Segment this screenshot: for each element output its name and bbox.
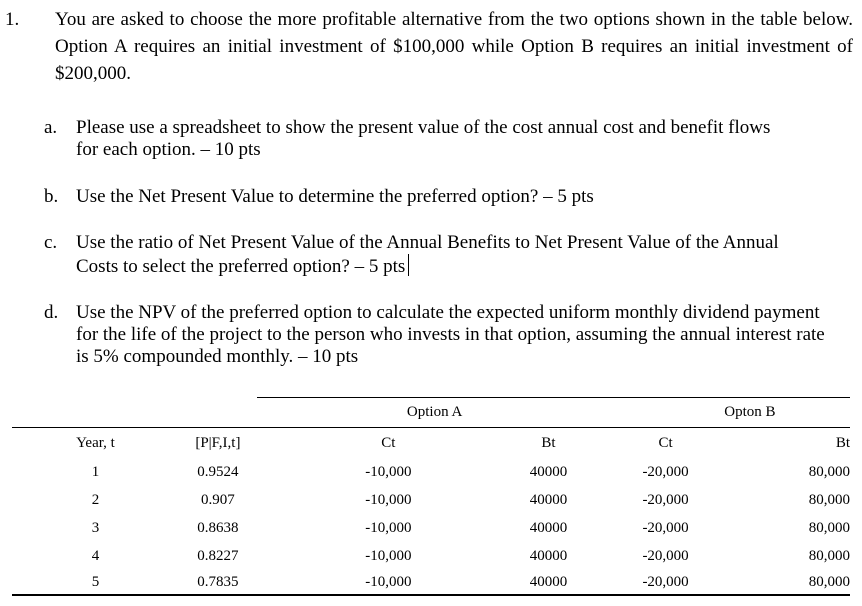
cell-b-ct: -20,000 (642, 491, 689, 508)
cell-a-bt: 40000 (529, 519, 568, 536)
cell-year: 2 (91, 491, 100, 508)
cell-a-ct: -10,000 (365, 547, 412, 564)
sub-question-label: a. (44, 117, 58, 138)
cell-b-bt: 80,000 (808, 547, 850, 564)
cell-year: 1 (91, 463, 100, 480)
cash-flow-table (12, 397, 850, 596)
cell-a-ct: -10,000 (365, 463, 412, 480)
cell-b-bt: 80,000 (808, 463, 850, 480)
cell-b-bt: 80,000 (808, 519, 850, 536)
table-group-header-row (12, 398, 850, 428)
column-header-b-bt: Bt (744, 428, 850, 459)
column-header-a-ct: Ct (257, 428, 430, 459)
cell-b-bt: 80,000 (808, 491, 850, 508)
question-number: 1. (5, 9, 20, 30)
cell-b-ct: -20,000 (567, 570, 744, 595)
cell-a-bt: 40000 (529, 491, 568, 508)
table-row (12, 486, 850, 514)
sub-question-text: Use the Net Present Value to determine the preferred option? – 5 pts (76, 186, 594, 207)
cell-year: 3 (91, 519, 100, 536)
cell-a-ct: -10,000 (257, 570, 430, 595)
sub-question-label: c. (44, 232, 58, 253)
cell-pf-factor: 0.9524 (197, 463, 239, 480)
option-a-group-label: Option A (257, 398, 567, 428)
column-header-year: Year, t (12, 428, 179, 459)
sub-question-text: Use the NPV of the preferred option to calculate the expected uniform monthly dividend payment for the life of the project to the person who invests in that option, assuming the annual interest rate is 5% compounded monthly. – 10 pts (76, 302, 825, 367)
sub-question-text: Please use a spreadsheet to show the present value of the cost annual cost and benefit flows for each option. – 10 pts (76, 117, 771, 160)
sub-question-text-content: Use the ratio of Net Present Value of the Annual Benefits to Net Present Value of the Annual Costs to select the preferred option? – 5 pts (76, 232, 779, 277)
column-header-a-bt: Bt (430, 428, 568, 459)
cell-a-bt: 40000 (529, 547, 568, 564)
cell-a-ct: -10,000 (365, 519, 412, 536)
cell-b-ct: -20,000 (642, 463, 689, 480)
cell-pf-factor: 0.7835 (179, 570, 257, 595)
table-header-row (12, 428, 850, 459)
cell-b-ct: -20,000 (642, 519, 689, 536)
cell-b-ct: -20,000 (642, 547, 689, 564)
table-row (12, 542, 850, 570)
table-row (12, 570, 850, 595)
sub-question-label: d. (44, 302, 59, 323)
sub-question-label: b. (44, 186, 59, 207)
cell-a-ct: -10,000 (365, 491, 412, 508)
table-row (12, 458, 850, 486)
cell-year: 5 (12, 570, 179, 595)
column-header-b-ct: Ct (567, 428, 744, 459)
cell-pf-factor: 0.8638 (197, 519, 239, 536)
cell-pf-factor: 0.8227 (197, 547, 239, 564)
question-text: You are asked to choose the more profitable alternative from the two options shown in the table below. Option A requires an initial investment of $100,000 while Option B requires an initial investment of $200,000. (55, 9, 853, 84)
table-row (12, 514, 850, 542)
option-b-group-label: Opton B (567, 398, 850, 428)
cell-b-bt: 80,000 (744, 570, 850, 595)
sub-question-text (76, 232, 821, 278)
cell-a-bt: 40000 (529, 463, 568, 480)
cell-year: 4 (91, 547, 100, 564)
text-cursor (408, 254, 409, 276)
cell-pf-factor: 0.907 (201, 491, 235, 508)
column-header-pf-factor: [P|F,I,t] (179, 428, 257, 459)
cell-a-bt: 40000 (430, 570, 568, 595)
